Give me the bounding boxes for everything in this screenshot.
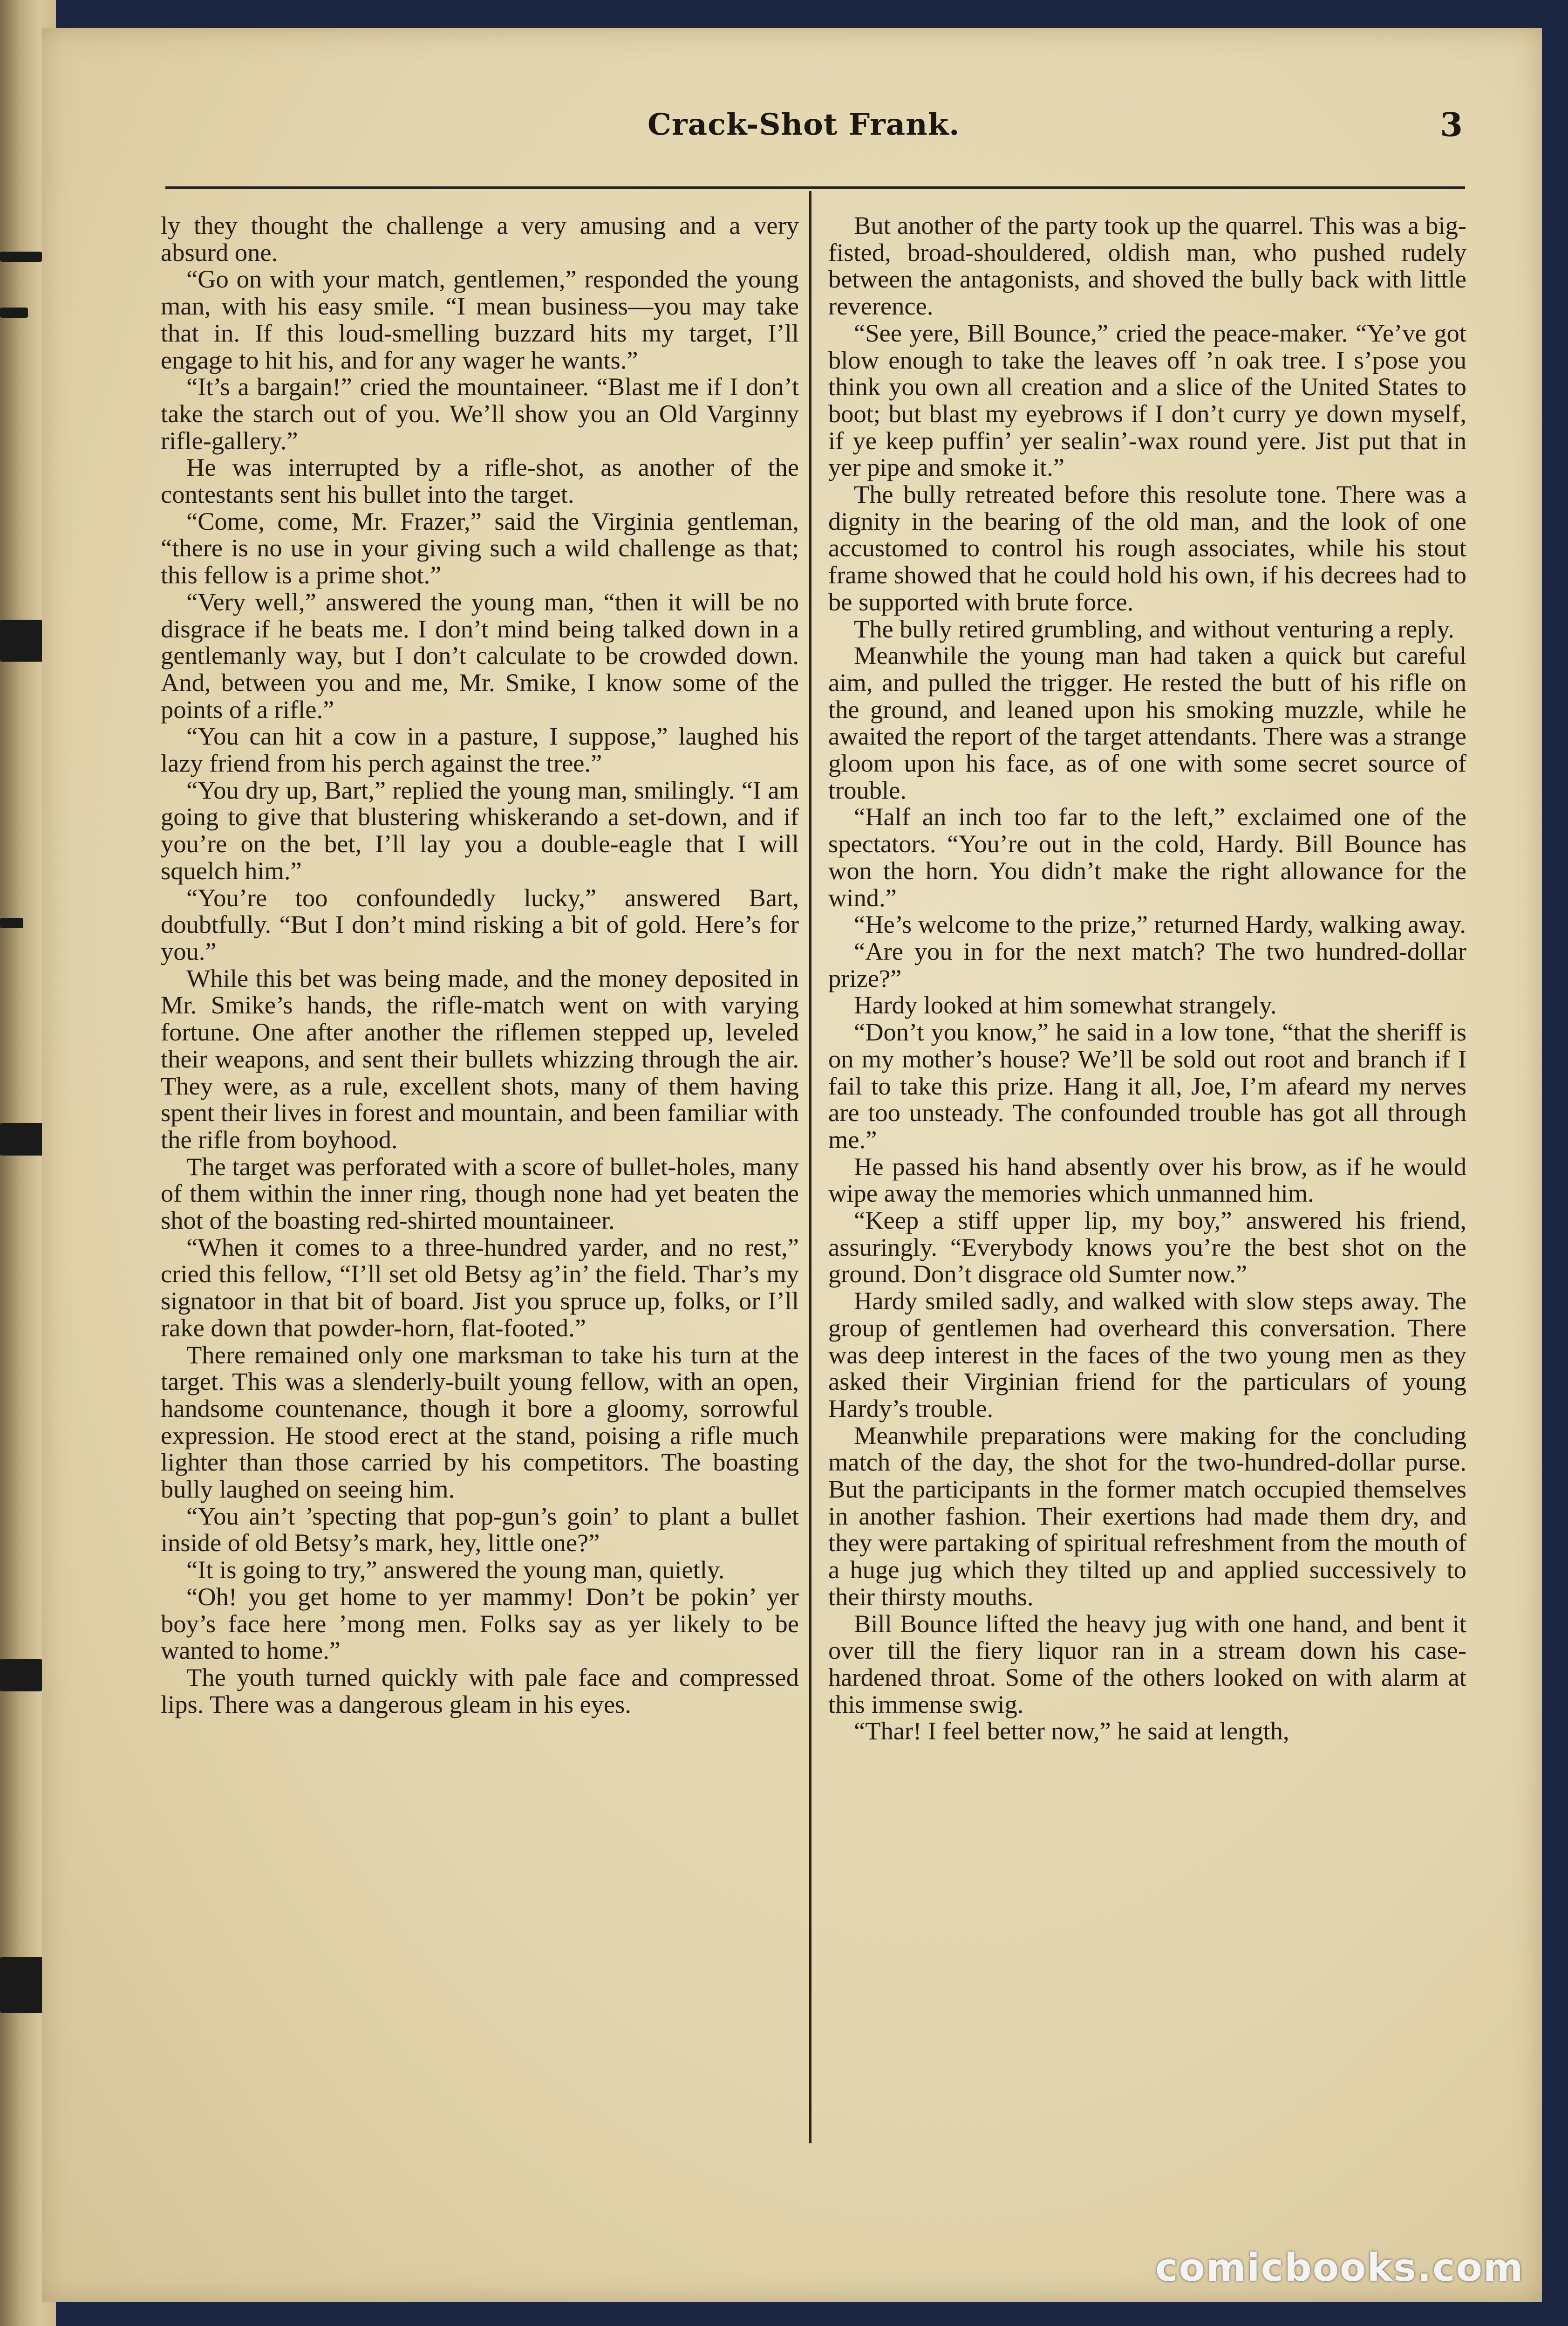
paragraph: The target was perforated with a score of bullet-holes, many of them within the inner ring, though none had yet beaten the shot of the boasting red-shirted mountaineer. — [161, 1152, 799, 1235]
paragraph: “See yere, Bill Bounce,” cried the peace-maker. “Ye’ve got blow enough to take the leaves off ’n oak tree. I s’pose you think you own all creation and a slice of the United States to boot; but blast my eyebrows if I don’t curry ye down myself, if ye keep puffin’ yer sealin’-wax round yere. Jist put that in yer pipe and smoke it.” — [828, 318, 1466, 482]
paragraph: But another of the party took up the quarrel. This was a big-fisted, broad-shouldered, oldish man, who pushed rudely between the antagonists, and shoved the bully back with little reverence. — [828, 211, 1466, 321]
paragraph: “Very well,” answered the young man, “then it will be no disgrace if he beats me. I don’t mind being talked down in a gentlemanly way, but I don’t calculate to be crowded down. And, between you and me, Mr. Smike, I know some of the points of a rifle.” — [161, 587, 799, 724]
paragraph: “It is going to try,” answered the young man, quietly. — [186, 1555, 725, 1584]
paragraph: “You ain’t ’specting that pop-gun’s goin’ to plant a bullet inside of old Betsy’s mark, hey, little one?” — [161, 1501, 799, 1557]
paragraph: “Keep a stiff upper lip, my boy,” answered his friend, assuringly. “Everybody knows you’re the best shot on the ground. Don’t disgrace old Sumter now.” — [828, 1206, 1466, 1288]
paragraph: While this bet was being made, and the money deposited in Mr. Smike’s hands, the rifle-match went on with varying fortune. One after another the riflemen stepped up, leveled their weapons, and sent their bullets whizzing through the air. They were, as a rule, excellent shots, many of them having spent their lives in forest and mountain, and been familiar with the rifle from boyhood. — [161, 964, 799, 1154]
binding-stitch — [0, 1123, 47, 1156]
paragraph: “When it comes to a three-hundred yarder, and no rest,” cried this fellow, “I’ll set old Betsy ag’in’ the field. Thar’s my signatoor in that bit of board. Jist you spruce up, folks, or I’ll rake down that powder-horn, flat-footed.” — [161, 1232, 799, 1342]
paragraph: There remained only one marksman to take his turn at the target. This was a slenderly-built young fellow, with an open, handsome countenance, though it bore a gloomy, sorrowful expression. He stood erect at the stand, poising a rifle much lighter than those carried by his competitors. The boasting bully laughed on seeing him. — [161, 1340, 799, 1504]
paragraph: Meanwhile preparations were making for the concluding match of the day, the shot for the two-hundred-dollar purse. But the participants in the former match occupied themselves in another fashion. Their exertions had made them dry, and they were partaking of spiritual refreshment from the mouth of a huge jug which they tilted up and applied successively to their thirsty mouths. — [828, 1421, 1466, 1611]
paragraph: “You’re too confoundedly lucky,” answered Bart, doubtfully. “But I don’t mind risking a bit of gold. Here’s for you.” — [161, 883, 799, 965]
paragraph: The bully retreated before this resolute tone. There was a dignity in the bearing of the old man, and the look of one accustomed to control his rough associates, while his stout frame showed that he could hold his own, if his decrees had to be supported with brute force. — [828, 480, 1466, 616]
column-divider — [809, 191, 811, 2143]
paragraph: Hardy smiled sadly, and walked with slow steps away. The group of gentlemen had overheard this conversation. There was deep interest in the faces of the two young men as they asked their Virginian friend for the particulars of young Hardy’s trouble. — [828, 1286, 1466, 1423]
right-text-column — [828, 212, 1466, 1744]
paragraph: “He’s welcome to the prize,” returned Hardy, walking away. — [854, 910, 1466, 939]
binding-stitch — [0, 1957, 47, 2013]
binding-stitch — [0, 308, 28, 318]
header-rule — [165, 186, 1465, 189]
page-header — [121, 103, 1472, 158]
paragraph: He was interrupted by a rifle-shot, as another of the contestants sent his bullet into the target. — [161, 453, 799, 509]
binding-stitch — [0, 252, 42, 262]
watermark: comicbooks.com — [1155, 2246, 1524, 2290]
paragraph: Hardy looked at him somewhat strangely. — [854, 991, 1277, 1019]
paragraph: He passed his hand absently over his brow, as if he would wipe away the memories which unmanned him. — [828, 1152, 1466, 1208]
paragraph: “You can hit a cow in a pasture, I suppose,” laughed his lazy friend from his perch against the tree.” — [161, 722, 799, 778]
binding-stitch — [0, 918, 23, 928]
paragraph: “Thar! I feel better now,” he said at length, — [854, 1717, 1289, 1745]
paragraph: Bill Bounce lifted the heavy jug with one hand, and bent it over till the fiery liquor ran in a stream down his case-hardened throat. Some of the others looked on with alarm at this immense swig. — [828, 1609, 1466, 1718]
paragraph: “Go on with your match, gentlemen,” responded the young man, with his easy smile. “I mean business—you may take that in. If this loud-smelling buzzard hits my target, I’ll engage to hit his, and for any wager he wants.” — [161, 265, 799, 374]
paragraph: “Are you in for the next match? The two hundred-dollar prize?” — [828, 937, 1466, 992]
paragraph: “It’s a bargain!” cried the mountaineer. “Blast me if I don’t take the starch out of you. We’ll show you an Old Varginny rifle-gallery.” — [161, 372, 799, 455]
paragraph: “Oh! you get home to yer mammy! Don’t be pokin’ yer boy’s face here ’mong men. Folks say as yer likely to be wanted to home.” — [161, 1582, 799, 1665]
paragraph: The youth turned quickly with pale face and compressed lips. There was a dangerous gleam in his eyes. — [161, 1662, 799, 1718]
paragraph: The bully retired grumbling, and without venturing a reply. — [854, 614, 1455, 643]
page-number: 3 — [1440, 105, 1463, 144]
running-title: Crack-Shot Frank. — [648, 107, 960, 142]
paragraph: “Half an inch too far to the left,” exclaimed one of the spectators. “You’re out in the cold, Hardy. Bill Bounce has won the horn. You didn’t make the right allowance for the wind.” — [828, 802, 1466, 912]
paragraph: “Come, come, Mr. Frazer,” said the Virginia gentleman, “there is no use in your giving such a wild challenge as that; this fellow is a prime shot.” — [161, 506, 799, 589]
paragraph: Meanwhile the young man had taken a quick but careful aim, and pulled the trigger. He rested the butt of his rifle on the ground, and leaned upon his smoking muzzle, while he awaited the report of the target attendants. There was a strange gloom upon his face, as of one with some secret source of trouble. — [828, 641, 1466, 804]
paragraph: “Don’t you know,” he said in a low tone, “that the sheriff is on my mother’s house? We’ll be sold out root and branch if I fail to take this prize. Hang it all, Joe, I’m afeard my nerves are too unsteady. The confounded trouble has got all through me.” — [828, 1018, 1466, 1154]
paragraph: ly they thought the challenge a very amusing and a very absurd one. — [161, 211, 799, 267]
binding-stitch — [0, 1659, 42, 1691]
paragraph: “You dry up, Bart,” replied the young man, smilingly. “I am going to give that blustering whiskerando a set-down, and if you’re on the bet, I’ll lay you a double-eagle that I will squelch him.” — [161, 775, 799, 885]
left-text-column — [161, 212, 799, 1717]
